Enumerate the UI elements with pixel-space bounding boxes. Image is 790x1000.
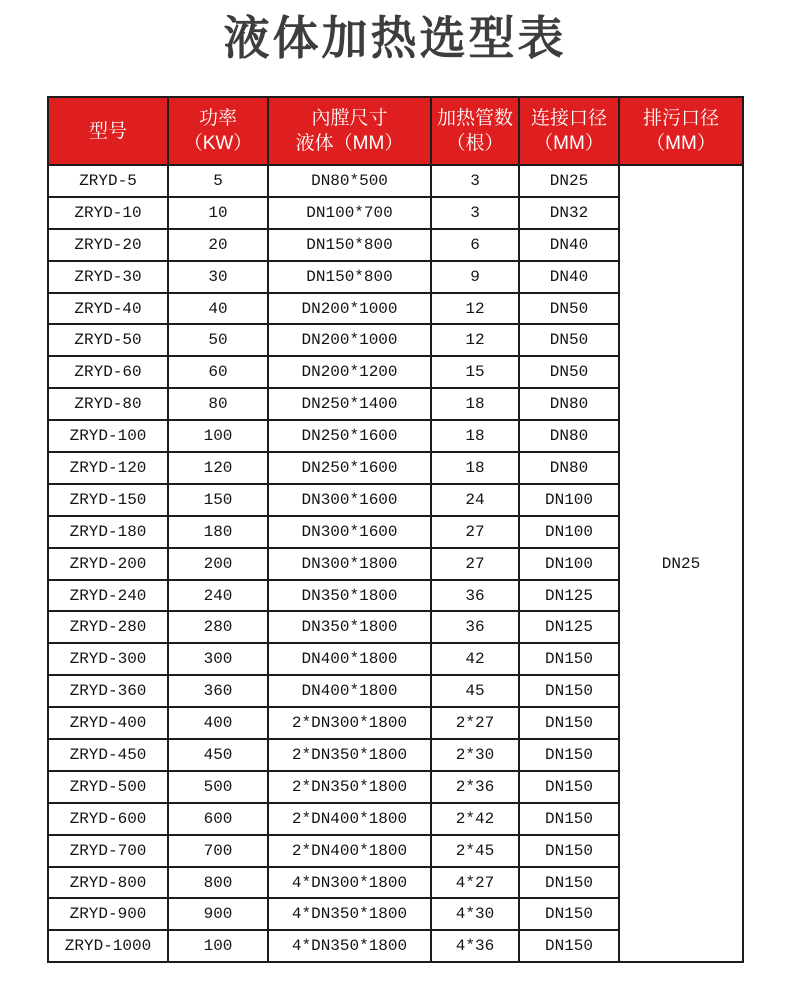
cell-tube-count: 36 bbox=[431, 580, 519, 612]
cell-power: 280 bbox=[168, 611, 268, 643]
cell-model: ZRYD-200 bbox=[48, 548, 168, 580]
cell-model: ZRYD-10 bbox=[48, 197, 168, 229]
cell-tube-count: 2*42 bbox=[431, 803, 519, 835]
cell-connection-diameter: DN150 bbox=[519, 771, 619, 803]
cell-power: 10 bbox=[168, 197, 268, 229]
cell-connection-diameter: DN100 bbox=[519, 516, 619, 548]
header-power bbox=[168, 97, 268, 165]
cell-power: 50 bbox=[168, 324, 268, 356]
header-tube-count-line2: （根） bbox=[446, 133, 504, 154]
cell-chamber-size: DN150*800 bbox=[268, 261, 431, 293]
cell-power: 120 bbox=[168, 452, 268, 484]
cell-model: ZRYD-80 bbox=[48, 388, 168, 420]
cell-model: ZRYD-20 bbox=[48, 229, 168, 261]
cell-chamber-size: DN150*800 bbox=[268, 229, 431, 261]
header-connection-diameter bbox=[519, 97, 619, 165]
cell-model: ZRYD-700 bbox=[48, 835, 168, 867]
header-chamber-size-line1: 內膛尺寸 bbox=[311, 108, 388, 129]
cell-chamber-size: DN200*1000 bbox=[268, 293, 431, 325]
cell-power: 400 bbox=[168, 707, 268, 739]
cell-model: ZRYD-50 bbox=[48, 324, 168, 356]
cell-chamber-size: DN300*1800 bbox=[268, 548, 431, 580]
header-tube-count-line1: 加热管数 bbox=[436, 108, 513, 129]
cell-chamber-size: DN350*1800 bbox=[268, 580, 431, 612]
cell-tube-count: 9 bbox=[431, 261, 519, 293]
cell-model: ZRYD-500 bbox=[48, 771, 168, 803]
header-connection-diameter-line2: （MM） bbox=[534, 133, 604, 154]
cell-connection-diameter: DN50 bbox=[519, 293, 619, 325]
cell-model: ZRYD-1000 bbox=[48, 930, 168, 962]
cell-tube-count: 2*45 bbox=[431, 835, 519, 867]
cell-power: 360 bbox=[168, 675, 268, 707]
cell-tube-count: 3 bbox=[431, 197, 519, 229]
header-drain-diameter-line1: 排污口径 bbox=[642, 108, 719, 129]
cell-tube-count: 15 bbox=[431, 356, 519, 388]
cell-power: 30 bbox=[168, 261, 268, 293]
header-power-line2: （KW） bbox=[183, 133, 253, 154]
cell-power: 800 bbox=[168, 867, 268, 899]
cell-connection-diameter: DN32 bbox=[519, 197, 619, 229]
cell-connection-diameter: DN150 bbox=[519, 739, 619, 771]
cell-model: ZRYD-300 bbox=[48, 643, 168, 675]
cell-connection-diameter: DN150 bbox=[519, 867, 619, 899]
cell-connection-diameter: DN150 bbox=[519, 643, 619, 675]
cell-power: 200 bbox=[168, 548, 268, 580]
cell-chamber-size: 2*DN350*1800 bbox=[268, 771, 431, 803]
cell-tube-count: 24 bbox=[431, 484, 519, 516]
table-row bbox=[48, 165, 743, 197]
cell-model: ZRYD-240 bbox=[48, 580, 168, 612]
table-header bbox=[48, 97, 743, 165]
cell-connection-diameter: DN150 bbox=[519, 898, 619, 930]
cell-tube-count: 4*27 bbox=[431, 867, 519, 899]
cell-power: 100 bbox=[168, 420, 268, 452]
cell-tube-count: 18 bbox=[431, 388, 519, 420]
cell-chamber-size: 4*DN350*1800 bbox=[268, 898, 431, 930]
cell-power: 500 bbox=[168, 771, 268, 803]
cell-power: 900 bbox=[168, 898, 268, 930]
cell-connection-diameter: DN40 bbox=[519, 229, 619, 261]
cell-model: ZRYD-30 bbox=[48, 261, 168, 293]
header-tube-count bbox=[431, 97, 519, 165]
cell-chamber-size: 2*DN300*1800 bbox=[268, 707, 431, 739]
cell-tube-count: 27 bbox=[431, 516, 519, 548]
cell-chamber-size: 2*DN400*1800 bbox=[268, 803, 431, 835]
cell-chamber-size: DN250*1600 bbox=[268, 452, 431, 484]
cell-power: 700 bbox=[168, 835, 268, 867]
cell-tube-count: 2*27 bbox=[431, 707, 519, 739]
cell-model: ZRYD-450 bbox=[48, 739, 168, 771]
selection-table bbox=[47, 96, 744, 963]
cell-power: 100 bbox=[168, 930, 268, 962]
cell-tube-count: 3 bbox=[431, 165, 519, 197]
cell-model: ZRYD-100 bbox=[48, 420, 168, 452]
cell-model: ZRYD-900 bbox=[48, 898, 168, 930]
cell-connection-diameter: DN40 bbox=[519, 261, 619, 293]
cell-connection-diameter: DN25 bbox=[519, 165, 619, 197]
cell-connection-diameter: DN80 bbox=[519, 388, 619, 420]
cell-power: 80 bbox=[168, 388, 268, 420]
cell-chamber-size: DN300*1600 bbox=[268, 484, 431, 516]
cell-connection-diameter: DN150 bbox=[519, 707, 619, 739]
cell-chamber-size: 2*DN350*1800 bbox=[268, 739, 431, 771]
header-chamber-size-line2: 液体（MM） bbox=[295, 133, 404, 154]
cell-chamber-size: DN250*1600 bbox=[268, 420, 431, 452]
cell-model: ZRYD-120 bbox=[48, 452, 168, 484]
page-title: 液体加热选型表 bbox=[223, 12, 567, 64]
cell-model: ZRYD-180 bbox=[48, 516, 168, 548]
cell-chamber-size: DN100*700 bbox=[268, 197, 431, 229]
cell-drain-diameter-merged: DN25 bbox=[619, 165, 743, 962]
cell-connection-diameter: DN50 bbox=[519, 356, 619, 388]
cell-power: 150 bbox=[168, 484, 268, 516]
cell-tube-count: 18 bbox=[431, 452, 519, 484]
cell-model: ZRYD-360 bbox=[48, 675, 168, 707]
header-chamber-size bbox=[268, 97, 431, 165]
cell-power: 40 bbox=[168, 293, 268, 325]
cell-chamber-size: 2*DN400*1800 bbox=[268, 835, 431, 867]
cell-chamber-size: DN250*1400 bbox=[268, 388, 431, 420]
cell-model: ZRYD-60 bbox=[48, 356, 168, 388]
cell-tube-count: 18 bbox=[431, 420, 519, 452]
header-drain-diameter bbox=[619, 97, 743, 165]
cell-tube-count: 6 bbox=[431, 229, 519, 261]
cell-power: 60 bbox=[168, 356, 268, 388]
cell-tube-count: 27 bbox=[431, 548, 519, 580]
cell-chamber-size: DN300*1600 bbox=[268, 516, 431, 548]
cell-connection-diameter: DN150 bbox=[519, 930, 619, 962]
cell-connection-diameter: DN150 bbox=[519, 835, 619, 867]
cell-model: ZRYD-400 bbox=[48, 707, 168, 739]
cell-tube-count: 36 bbox=[431, 611, 519, 643]
table-body bbox=[48, 165, 743, 962]
cell-power: 240 bbox=[168, 580, 268, 612]
header-row bbox=[48, 97, 743, 165]
cell-chamber-size: DN400*1800 bbox=[268, 643, 431, 675]
cell-tube-count: 2*36 bbox=[431, 771, 519, 803]
header-model bbox=[48, 97, 168, 165]
cell-power: 180 bbox=[168, 516, 268, 548]
cell-model: ZRYD-280 bbox=[48, 611, 168, 643]
cell-tube-count: 12 bbox=[431, 324, 519, 356]
cell-connection-diameter: DN100 bbox=[519, 484, 619, 516]
header-drain-diameter-line2: （MM） bbox=[646, 133, 716, 154]
cell-connection-diameter: DN80 bbox=[519, 452, 619, 484]
cell-chamber-size: DN200*1000 bbox=[268, 324, 431, 356]
cell-connection-diameter: DN125 bbox=[519, 611, 619, 643]
cell-power: 600 bbox=[168, 803, 268, 835]
cell-power: 5 bbox=[168, 165, 268, 197]
cell-power: 450 bbox=[168, 739, 268, 771]
cell-connection-diameter: DN150 bbox=[519, 675, 619, 707]
cell-tube-count: 2*30 bbox=[431, 739, 519, 771]
cell-chamber-size: DN400*1800 bbox=[268, 675, 431, 707]
header-connection-diameter-line1: 连接口径 bbox=[530, 108, 607, 129]
cell-connection-diameter: DN150 bbox=[519, 803, 619, 835]
cell-tube-count: 4*30 bbox=[431, 898, 519, 930]
cell-chamber-size: 4*DN300*1800 bbox=[268, 867, 431, 899]
cell-tube-count: 45 bbox=[431, 675, 519, 707]
cell-power: 20 bbox=[168, 229, 268, 261]
cell-model: ZRYD-600 bbox=[48, 803, 168, 835]
cell-model: ZRYD-5 bbox=[48, 165, 168, 197]
cell-tube-count: 12 bbox=[431, 293, 519, 325]
cell-connection-diameter: DN100 bbox=[519, 548, 619, 580]
cell-tube-count: 4*36 bbox=[431, 930, 519, 962]
cell-chamber-size: 4*DN350*1800 bbox=[268, 930, 431, 962]
cell-connection-diameter: DN80 bbox=[519, 420, 619, 452]
cell-connection-diameter: DN50 bbox=[519, 324, 619, 356]
cell-connection-diameter: DN125 bbox=[519, 580, 619, 612]
cell-model: ZRYD-150 bbox=[48, 484, 168, 516]
cell-chamber-size: DN80*500 bbox=[268, 165, 431, 197]
cell-chamber-size: DN350*1800 bbox=[268, 611, 431, 643]
cell-chamber-size: DN200*1200 bbox=[268, 356, 431, 388]
header-power-line1: 功率 bbox=[198, 108, 237, 129]
cell-model: ZRYD-800 bbox=[48, 867, 168, 899]
cell-tube-count: 42 bbox=[431, 643, 519, 675]
header-model-line1: 型号 bbox=[88, 120, 127, 142]
cell-power: 300 bbox=[168, 643, 268, 675]
cell-model: ZRYD-40 bbox=[48, 293, 168, 325]
